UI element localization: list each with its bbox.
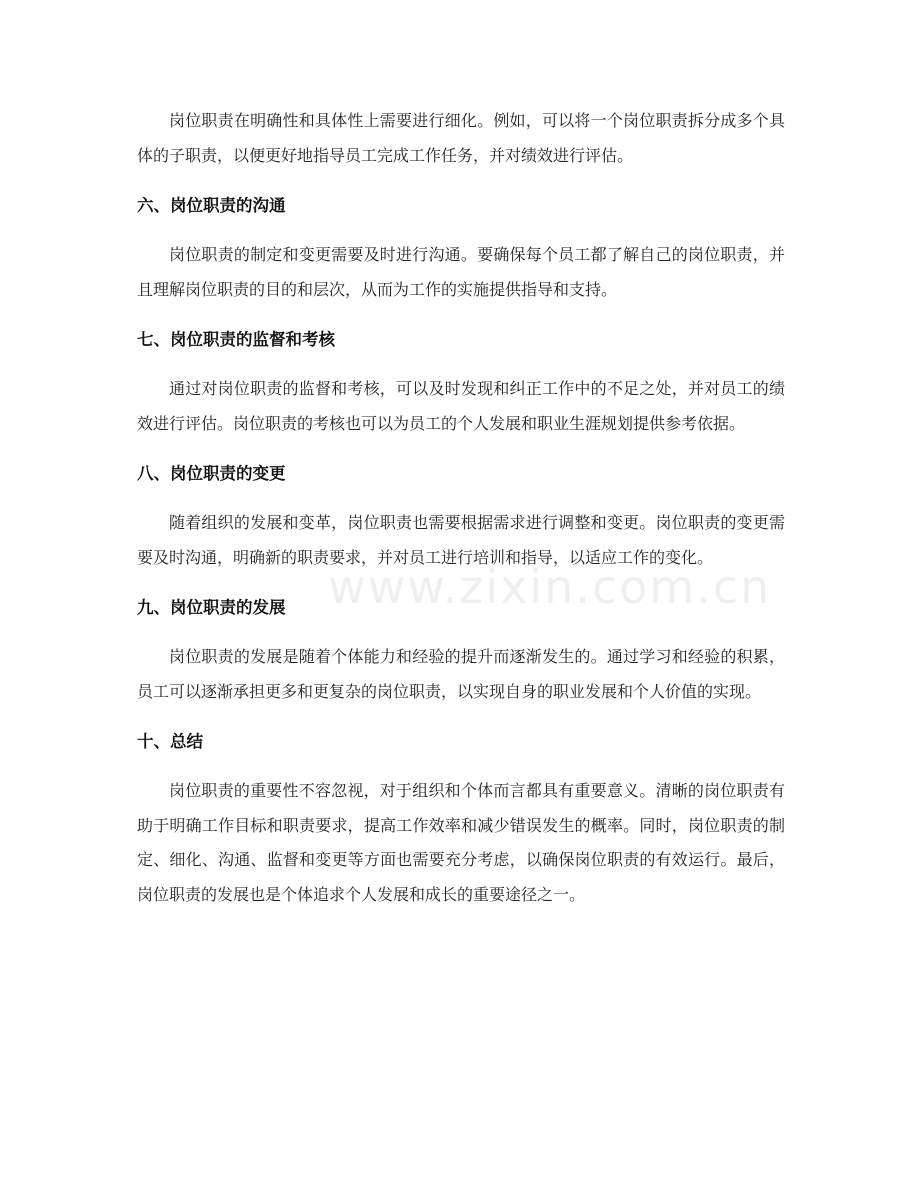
heading-section-10: 十、总结 [137,732,203,751]
watermark: www.zixin.com.cn [328,560,772,614]
paragraph-section-6: 岗位职责的制定和变更需要及时进行沟通。要确保每个员工都了解自己的岗位职责，并且理解岗位职责的目的和层次，从而为工作的实施提供指导和支持。 [137,245,785,299]
paragraph-section-7: 通过对岗位职责的监督和考核，可以及时发现和纠正工作中的不足之处，并对员工的绩效进行评估。岗位职责的考核也可以为员工的个人发展和职业生涯规划提供参考依据。 [137,379,785,433]
heading-section-8: 八、岗位职责的变更 [137,464,286,483]
heading-section-7: 七、岗位职责的监督和考核 [137,330,335,349]
paragraph-section-9: 岗位职责的发展是随着个体能力和经验的提升而逐渐发生的。通过学习和经验的积累，员工可以逐渐承担更多和更复杂的岗位职责，以实现自身的职业发展和个人价值的实现。 [137,647,785,701]
paragraph-section-10: 岗位职责的重要性不容忽视，对于组织和个体而言都具有重要意义。清晰的岗位职责有助于明确工作目标和职责要求，提高工作效率和减少错误发生的概率。同时，岗位职责的制定、细化、沟通、监督和变更等方面也需要充分考虑，以确保岗位职责的有效运行。最后，岗位职责的发展也是个体追求个人发展和成长的重要途径之一。 [137,781,785,904]
heading-section-9: 九、岗位职责的发展 [137,598,286,617]
heading-section-6: 六、岗位职责的沟通 [137,196,286,215]
paragraph-intro: 岗位职责在明确性和具体性上需要进行细化。例如，可以将一个岗位职责拆分成多个具体的子职责，以便更好地指导员工完成工作任务，并对绩效进行评估。 [137,111,785,165]
paragraph-section-8: 随着组织的发展和变革，岗位职责也需要根据需求进行调整和变更。岗位职责的变更需要及时沟通，明确新的职责要求，并对员工进行培训和指导，以适应工作的变化。 [137,513,785,567]
document-body [137,104,785,912]
